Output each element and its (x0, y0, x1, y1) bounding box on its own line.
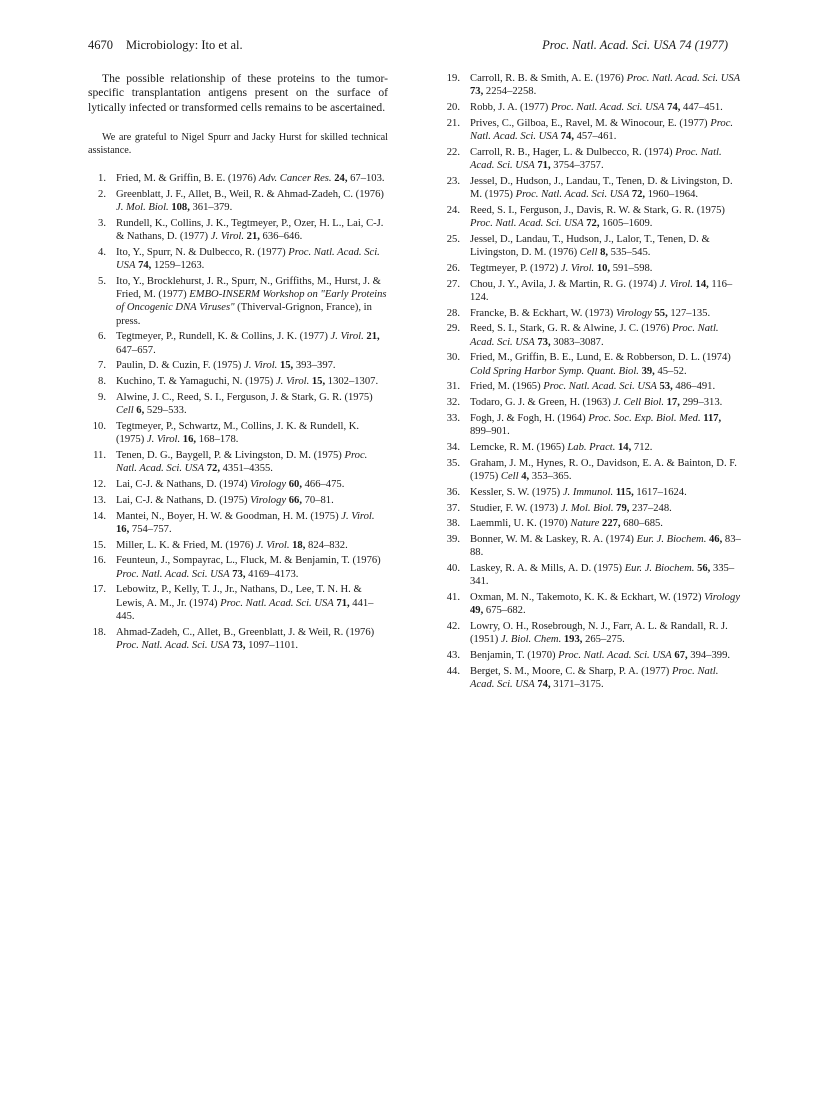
reference-volume: 18, (289, 539, 306, 551)
reference-number: 18. (92, 626, 106, 638)
reference-item (88, 449, 388, 475)
reference-item (88, 172, 388, 185)
reference-volume: 16, (180, 434, 197, 446)
reference-volume: 115, (613, 486, 634, 498)
reference-pages: 393–397. (293, 360, 336, 372)
reference-item (442, 517, 742, 530)
reference-volume: 72, (583, 218, 600, 229)
reference-journal: Proc. Soc. Exp. Biol. Med. (588, 412, 701, 424)
reference-item (442, 441, 742, 454)
reference-item (442, 204, 742, 230)
reference-authors: Todaro, G. J. & Green, H. (1963) (470, 397, 614, 409)
reference-journal: Proc. Natl. Acad. Sci. USA (116, 639, 230, 651)
reference-volume: 17, (664, 397, 680, 409)
reference-authors: Carroll, R. B., Hager, L. & Dulbecco, R. (1974) (470, 146, 676, 158)
reference-item (88, 330, 388, 356)
reference-pages: 447–451. (680, 102, 723, 113)
reference-journal: Cell (579, 247, 598, 258)
reference-volume: 10, (594, 262, 611, 274)
reference-authors: Francke, B. & Eckhart, W. (1973) (470, 307, 616, 319)
reference-authors: Paulin, D. & Cuzin, F. (1975) (116, 360, 245, 372)
reference-pages: 1617–1624. (633, 486, 687, 498)
reference-volume: 21, (244, 231, 260, 243)
reference-number: 11. (93, 450, 106, 462)
reference-pages: 4169–4173. (245, 568, 299, 580)
reference-volume: 21, (363, 331, 380, 343)
reference-volume: 55, (651, 307, 668, 319)
reference-item (442, 591, 742, 617)
reference-volume: 24, (331, 173, 348, 185)
reference-authors: Tegtmeyer, P., Rundell, K. & Collins, J. K. (1977) (116, 331, 331, 343)
reference-number: 9. (98, 392, 106, 404)
reference-volume: 71, (534, 160, 551, 171)
reference-journal: Cell (116, 405, 134, 417)
reference-pages: 486–491. (672, 381, 716, 393)
reference-pages: 591–598. (610, 262, 653, 274)
reference-journal: Proc. Natl. Acad. Sci. USA (515, 189, 630, 200)
reference-journal: Proc. Natl. Acad. Sci. USA (470, 218, 584, 229)
reference-authors: Miller, L. K. & Fried, M. (1976) (116, 539, 257, 551)
reference-pages: 168–178. (196, 434, 239, 446)
reference-journal: Eur. J. Biochem. (624, 563, 695, 575)
reference-item (442, 562, 742, 588)
reference-number: 30. (446, 352, 460, 364)
reference-list-right (442, 72, 742, 691)
reference-number: 17. (92, 584, 106, 596)
reference-authors: Prives, C., Gilboa, E., Ravel, M. & Winocour, E. (1977) (470, 117, 711, 129)
reference-authors: Ahmad-Zadeh, C., Allet, B., Greenblatt, J. & Weil, R. (1976) (116, 626, 375, 638)
reference-pages: 116–124. (470, 278, 733, 303)
reference-authors: Rundell, K., Collins, J. K., Tegtmeyer, P., Ozer, H. L., Lai, C-J. & Nathans, D. (1977) (116, 218, 384, 243)
reference-item (442, 101, 742, 114)
reference-item (88, 275, 388, 328)
reference-journal: Virology (615, 307, 652, 319)
reference-item (88, 554, 388, 580)
reference-authors: Fried, M. (1965) (470, 381, 544, 393)
reference-journal: J. Cell Biol. (613, 397, 665, 409)
reference-journal: J. Virol. (560, 262, 595, 274)
reference-volume: 79, (613, 502, 630, 514)
reference-volume: 66, (286, 494, 302, 506)
reference-journal: Proc. Natl. Acad. Sci. USA (470, 146, 722, 171)
reference-number: 35. (446, 457, 460, 469)
reference-volume: 73, (534, 336, 551, 348)
reference-pages: 535–545. (608, 247, 651, 258)
reference-pages: 70–81. (301, 494, 334, 506)
reference-number: 5. (98, 276, 106, 288)
reference-authors: Lemcke, R. M. (1965) (470, 441, 568, 453)
reference-pages: 1097–1101. (245, 639, 299, 651)
reference-authors: Tegtmeyer, P. (1972) (470, 262, 561, 274)
reference-authors: Kuchino, T. & Yamaguchi, N. (1975) (116, 376, 276, 388)
reference-journal: Proc. Natl. Acad. Sci. USA (470, 323, 719, 348)
reference-number: 29. (446, 323, 460, 335)
reference-journal: Proc. Natl. Acad. Sci. USA (116, 568, 230, 580)
reference-volume: 108, (168, 202, 190, 214)
reference-number: 37. (446, 502, 460, 514)
reference-number: 16. (92, 555, 106, 567)
reference-pages: (Thiverval-Grignon, France), in press. (116, 302, 372, 327)
reference-number: 43. (446, 650, 460, 662)
closing-paragraph: The possible relationship of these proteins to the tumor-specific transplantation antigens present on the surface of lytically infected or transformed cells remains to be ascertained. (88, 72, 388, 114)
reference-volume: 74, (534, 679, 551, 691)
reference-pages: 675–682. (483, 605, 526, 617)
reference-journal: J. Virol. (330, 331, 364, 343)
reference-journal: J. Virol. (256, 539, 290, 551)
reference-authors: Chou, J. Y., Avila, J. & Martin, R. G. (1974) (470, 278, 660, 290)
page-number: 4670 (88, 38, 113, 52)
reference-pages: 712. (631, 441, 653, 453)
reference-number: 14. (92, 510, 106, 522)
reference-journal: Lab. Pract. (567, 441, 616, 453)
reference-number: 20. (446, 102, 460, 113)
reference-item (88, 217, 388, 243)
reference-journal: J. Virol. (146, 434, 181, 446)
reference-authors: Berget, S. M., Moore, C. & Sharp, P. A. (1977) (470, 665, 672, 677)
reference-pages: 899–901. (470, 426, 510, 438)
reference-number: 19. (446, 73, 460, 84)
reference-authors: Fried, M., Griffin, B. E., Lund, E. & Robberson, D. L. (1974) (470, 352, 731, 364)
reference-journal: J. Virol. (210, 231, 244, 243)
reference-volume: 15, (309, 376, 326, 388)
reference-number: 33. (446, 412, 460, 424)
reference-number: 3. (98, 218, 106, 230)
reference-journal: J. Biol. Chem. (500, 634, 562, 646)
reference-number: 1. (98, 173, 106, 185)
reference-authors: Studier, F. W. (1973) (470, 502, 561, 514)
reference-authors: Bonner, W. M. & Laskey, R. A. (1974) (470, 534, 637, 546)
reference-item (442, 665, 742, 691)
reference-authors: Tegtmeyer, P., Schwartz, M., Collins, J. K. & Rundell, K. (1975) (116, 421, 360, 446)
reference-pages: 457–461. (573, 131, 617, 142)
reference-item (88, 539, 388, 552)
reference-pages: 237–248. (629, 502, 672, 514)
reference-pages: 4351–4355. (219, 463, 273, 475)
reference-item (442, 380, 742, 393)
reference-item (88, 391, 388, 417)
reference-journal: Proc. Natl. Acad. Sci. USA (626, 73, 741, 84)
reference-journal: EMBO-INSERM Workshop on "Early Proteins of Oncogenic DNA Viruses" (116, 289, 387, 314)
reference-pages: 529–533. (144, 405, 187, 417)
journal-citation: Proc. Natl. Acad. Sci. USA 74 (1977) (542, 38, 728, 52)
reference-authors: Laemmli, U. K. (1970) (470, 518, 571, 530)
reference-item (88, 359, 388, 372)
reference-number: 41. (446, 592, 460, 604)
reference-pages: 265–275. (582, 634, 625, 646)
reference-pages: 127–135. (667, 307, 711, 319)
reference-journal: J. Virol. (341, 510, 375, 522)
reference-pages: 1259–1263. (151, 260, 205, 272)
reference-item (88, 583, 388, 623)
reference-number: 6. (98, 331, 106, 343)
reference-pages: 361–379. (189, 202, 233, 214)
reference-volume: 193, (561, 634, 583, 646)
reference-journal: Proc. Natl. Acad. Sci. USA (470, 665, 719, 691)
reference-pages: 335–341. (470, 563, 735, 588)
reference-number: 13. (92, 494, 106, 506)
reference-item (88, 375, 388, 388)
right-column (442, 72, 742, 694)
reference-number: 26. (446, 262, 460, 274)
reference-number: 38. (446, 518, 460, 530)
reference-authors: Oxman, M. N., Takemoto, K. K. & Eckhart, W. (1972) (470, 592, 705, 604)
reference-item (88, 420, 388, 446)
reference-volume: 71, (333, 597, 350, 609)
reference-pages: 466–475. (301, 479, 345, 491)
reference-item (88, 494, 388, 507)
reference-item (442, 620, 742, 646)
reference-authors: Robb, J. A. (1977) (470, 102, 551, 113)
reference-authors: Alwine, J. C., Reed, S. I., Ferguson, J. & Stark, G. R. (1975) (116, 392, 373, 404)
reference-pages: 83–88. (470, 534, 741, 559)
reference-item (442, 533, 742, 559)
reference-number: 4. (98, 247, 106, 259)
reference-journal: Proc. Natl. Acad. Sci. USA (470, 117, 734, 142)
reference-volume: 8, (597, 247, 609, 258)
reference-volume: 15, (277, 360, 294, 372)
reference-authors: Lebowitz, P., Kelly, T. J., Jr., Nathans, D., Lee, T. N. H. & Lewis, A. M., Jr. (1974) (116, 584, 362, 609)
reference-authors: Ito, Y., Spurr, N. & Dulbecco, R. (1977) (116, 247, 289, 259)
reference-pages: 680–685. (620, 518, 663, 530)
reference-volume: 4, (518, 470, 530, 482)
reference-journal: Adv. Cancer Res. (258, 173, 332, 185)
reference-number: 28. (446, 307, 460, 319)
reference-number: 8. (98, 376, 106, 388)
reference-volume: 14, (692, 278, 709, 290)
reference-journal: Proc. Natl. Acad. Sci. USA (550, 102, 665, 113)
reference-pages: 2254–2258. (483, 86, 537, 98)
reference-number: 21. (446, 117, 460, 129)
reference-authors: Tenen, D. G., Baygell, P. & Livingston, D. M. (1975) (116, 450, 345, 462)
reference-journal: J. Virol. (659, 278, 693, 290)
reference-item (442, 412, 742, 438)
reference-number: 24. (446, 204, 460, 216)
reference-number: 32. (446, 397, 460, 409)
reference-volume: 60, (286, 479, 302, 491)
reference-pages: 1960–1964. (645, 189, 699, 200)
reference-list-left (88, 172, 388, 652)
reference-authors: Greenblatt, J. F., Allet, B., Weil, R. & Ahmad-Zadeh, C. (1976) (116, 189, 384, 201)
reference-authors: Graham, J. M., Hynes, R. O., Davidson, E. A. & Bainton, D. F. (1975) (470, 457, 737, 482)
reference-journal: Cold Spring Harbor Symp. Quant. Biol. (470, 365, 639, 377)
reference-authors: Mantei, N., Boyer, H. W. & Goodman, H. M. (1975) (116, 510, 342, 522)
reference-journal: J. Mol. Biol. (560, 502, 614, 514)
reference-pages: 1302–1307. (325, 376, 379, 388)
reference-volume: 73, (229, 568, 246, 580)
reference-number: 34. (446, 441, 460, 453)
reference-volume: 56, (694, 563, 711, 575)
reference-journal: Proc. Natl. Acad. Sci. USA (116, 450, 368, 475)
reference-pages: 3171–3175. (550, 679, 604, 691)
running-title: Microbiology: Ito et al. (126, 38, 243, 52)
reference-journal: J. Immunol. (562, 486, 614, 498)
reference-volume: 227, (599, 518, 621, 530)
reference-item (442, 307, 742, 320)
reference-volume: 73, (470, 86, 484, 98)
reference-authors: Kessler, S. W. (1975) (470, 486, 563, 498)
reference-number: 31. (446, 381, 460, 393)
reference-item (442, 502, 742, 515)
reference-journal: J. Virol. (275, 376, 310, 388)
reference-number: 12. (92, 479, 106, 491)
reference-pages: 394–399. (687, 650, 731, 662)
reference-item (442, 351, 742, 377)
reference-number: 25. (446, 233, 460, 245)
reference-journal: Proc. Natl. Acad. Sci. USA (543, 381, 657, 393)
reference-item (442, 278, 742, 304)
reference-item (88, 246, 388, 272)
reference-volume: 67, (671, 650, 688, 662)
reference-item (442, 175, 742, 201)
reference-volume: 74, (135, 260, 152, 272)
reference-volume: 72, (629, 189, 646, 200)
reference-journal: Proc. Natl. Acad. Sci. USA (558, 650, 672, 662)
reference-volume: 16, (116, 523, 130, 535)
reference-journal: Virology (250, 479, 287, 491)
reference-item (88, 510, 388, 536)
reference-authors: Jessel, D., Landau, T., Hudson, J., Lalor, T., Tenen, D. & Livingston, D. M. (1976) (470, 233, 710, 258)
reference-number: 42. (446, 621, 460, 633)
reference-item (442, 649, 742, 662)
reference-authors: Jessel, D., Hudson, J., Landau, T., Tenen, D. & Livingston, D. M. (1975) (470, 175, 733, 200)
reference-volume: 6, (133, 405, 145, 417)
reference-journal: Cell (500, 470, 519, 482)
reference-volume: 72, (204, 463, 220, 475)
reference-pages: 824–832. (305, 539, 348, 551)
reference-number: 2. (98, 189, 106, 201)
reference-authors: Ito, Y., Brocklehurst, J. R., Spurr, N., Griffiths, M., Hurst, J. & Fried, M. (1977) (116, 276, 381, 301)
acknowledgment: We are grateful to Nigel Spurr and Jacky Hurst for skilled technical assistance. (88, 132, 388, 157)
reference-journal: J. Mol. Biol. (116, 202, 169, 214)
reference-item (442, 322, 742, 348)
reference-number: 7. (98, 360, 106, 372)
reference-item (442, 72, 742, 98)
reference-authors: Lai, C-J. & Nathans, D. (1975) (116, 494, 251, 506)
reference-volume: 74, (664, 102, 681, 113)
reference-journal: Nature (570, 518, 600, 530)
reference-authors: Laskey, R. A. & Mills, A. D. (1975) (470, 563, 625, 575)
reference-volume: 53, (656, 381, 673, 393)
reference-item (442, 233, 742, 259)
reference-authors: Fogh, J. & Fogh, H. (1964) (470, 412, 589, 424)
reference-item (442, 486, 742, 499)
reference-journal: Virology (250, 494, 287, 506)
reference-number: 22. (446, 146, 460, 158)
reference-pages: 647–657. (116, 344, 156, 356)
reference-authors: Fried, M. & Griffin, B. E. (1976) (116, 173, 259, 185)
reference-number: 15. (92, 539, 106, 551)
reference-number: 23. (446, 175, 460, 187)
reference-item (88, 626, 388, 652)
reference-item (442, 457, 742, 483)
page-header (88, 38, 728, 56)
reference-authors: Carroll, R. B. & Smith, A. E. (1976) (470, 73, 627, 84)
reference-number: 10. (92, 421, 106, 433)
reference-number: 39. (446, 534, 460, 546)
reference-pages: 636–646. (259, 231, 303, 243)
left-column (88, 72, 388, 655)
reference-number: 36. (446, 486, 460, 498)
reference-volume: 49, (470, 605, 484, 617)
reference-journal: Proc. Natl. Acad. Sci. USA (220, 597, 334, 609)
reference-journal: Virology (704, 592, 741, 604)
reference-number: 44. (446, 665, 460, 677)
reference-journal: Eur. J. Biochem. (636, 534, 707, 546)
reference-pages: 3754–3757. (550, 160, 604, 171)
reference-item (88, 478, 388, 491)
reference-authors: Benjamin, T. (1970) (470, 650, 559, 662)
reference-pages: 441–445. (116, 597, 374, 622)
reference-volume: 117, (700, 412, 722, 424)
reference-authors: Reed, S. I., Ferguson, J., Davis, R. W. & Stark, G. R. (1975) (470, 204, 725, 216)
reference-volume: 73, (229, 639, 246, 651)
reference-item (442, 396, 742, 409)
reference-volume: 74, (558, 131, 574, 142)
reference-authors: Feunteun, J., Sompayrac, L., Fluck, M. & Benjamin, T. (1976) (116, 555, 381, 567)
reference-authors: Lowry, O. H., Rosebrough, N. J., Farr, A. L. & Randall, R. J. (1951) (470, 621, 728, 646)
reference-number: 27. (446, 278, 460, 290)
reference-volume: 46, (706, 534, 723, 546)
reference-item (442, 262, 742, 275)
reference-pages: 45–52. (654, 365, 687, 377)
reference-pages: 299–313. (679, 397, 723, 409)
reference-pages: 1605–1609. (599, 218, 653, 229)
reference-authors: Lai, C-J. & Nathans, D. (1974) (116, 479, 251, 491)
reference-pages: 353–365. (529, 470, 572, 482)
reference-pages: 3083–3087. (550, 336, 604, 348)
reference-item (442, 117, 742, 143)
reference-volume: 14, (615, 441, 632, 453)
reference-journal: Proc. Natl. Acad. Sci. USA (116, 247, 380, 272)
reference-pages: 67–103. (347, 173, 385, 185)
reference-authors: Reed, S. I., Stark, G. R. & Alwine, J. C. (1976) (470, 323, 673, 335)
reference-number: 40. (446, 563, 460, 575)
reference-item (88, 188, 388, 214)
reference-item (442, 146, 742, 172)
reference-pages: 754–757. (129, 523, 172, 535)
reference-journal: J. Virol. (244, 360, 278, 372)
reference-volume: 39, (638, 365, 655, 377)
